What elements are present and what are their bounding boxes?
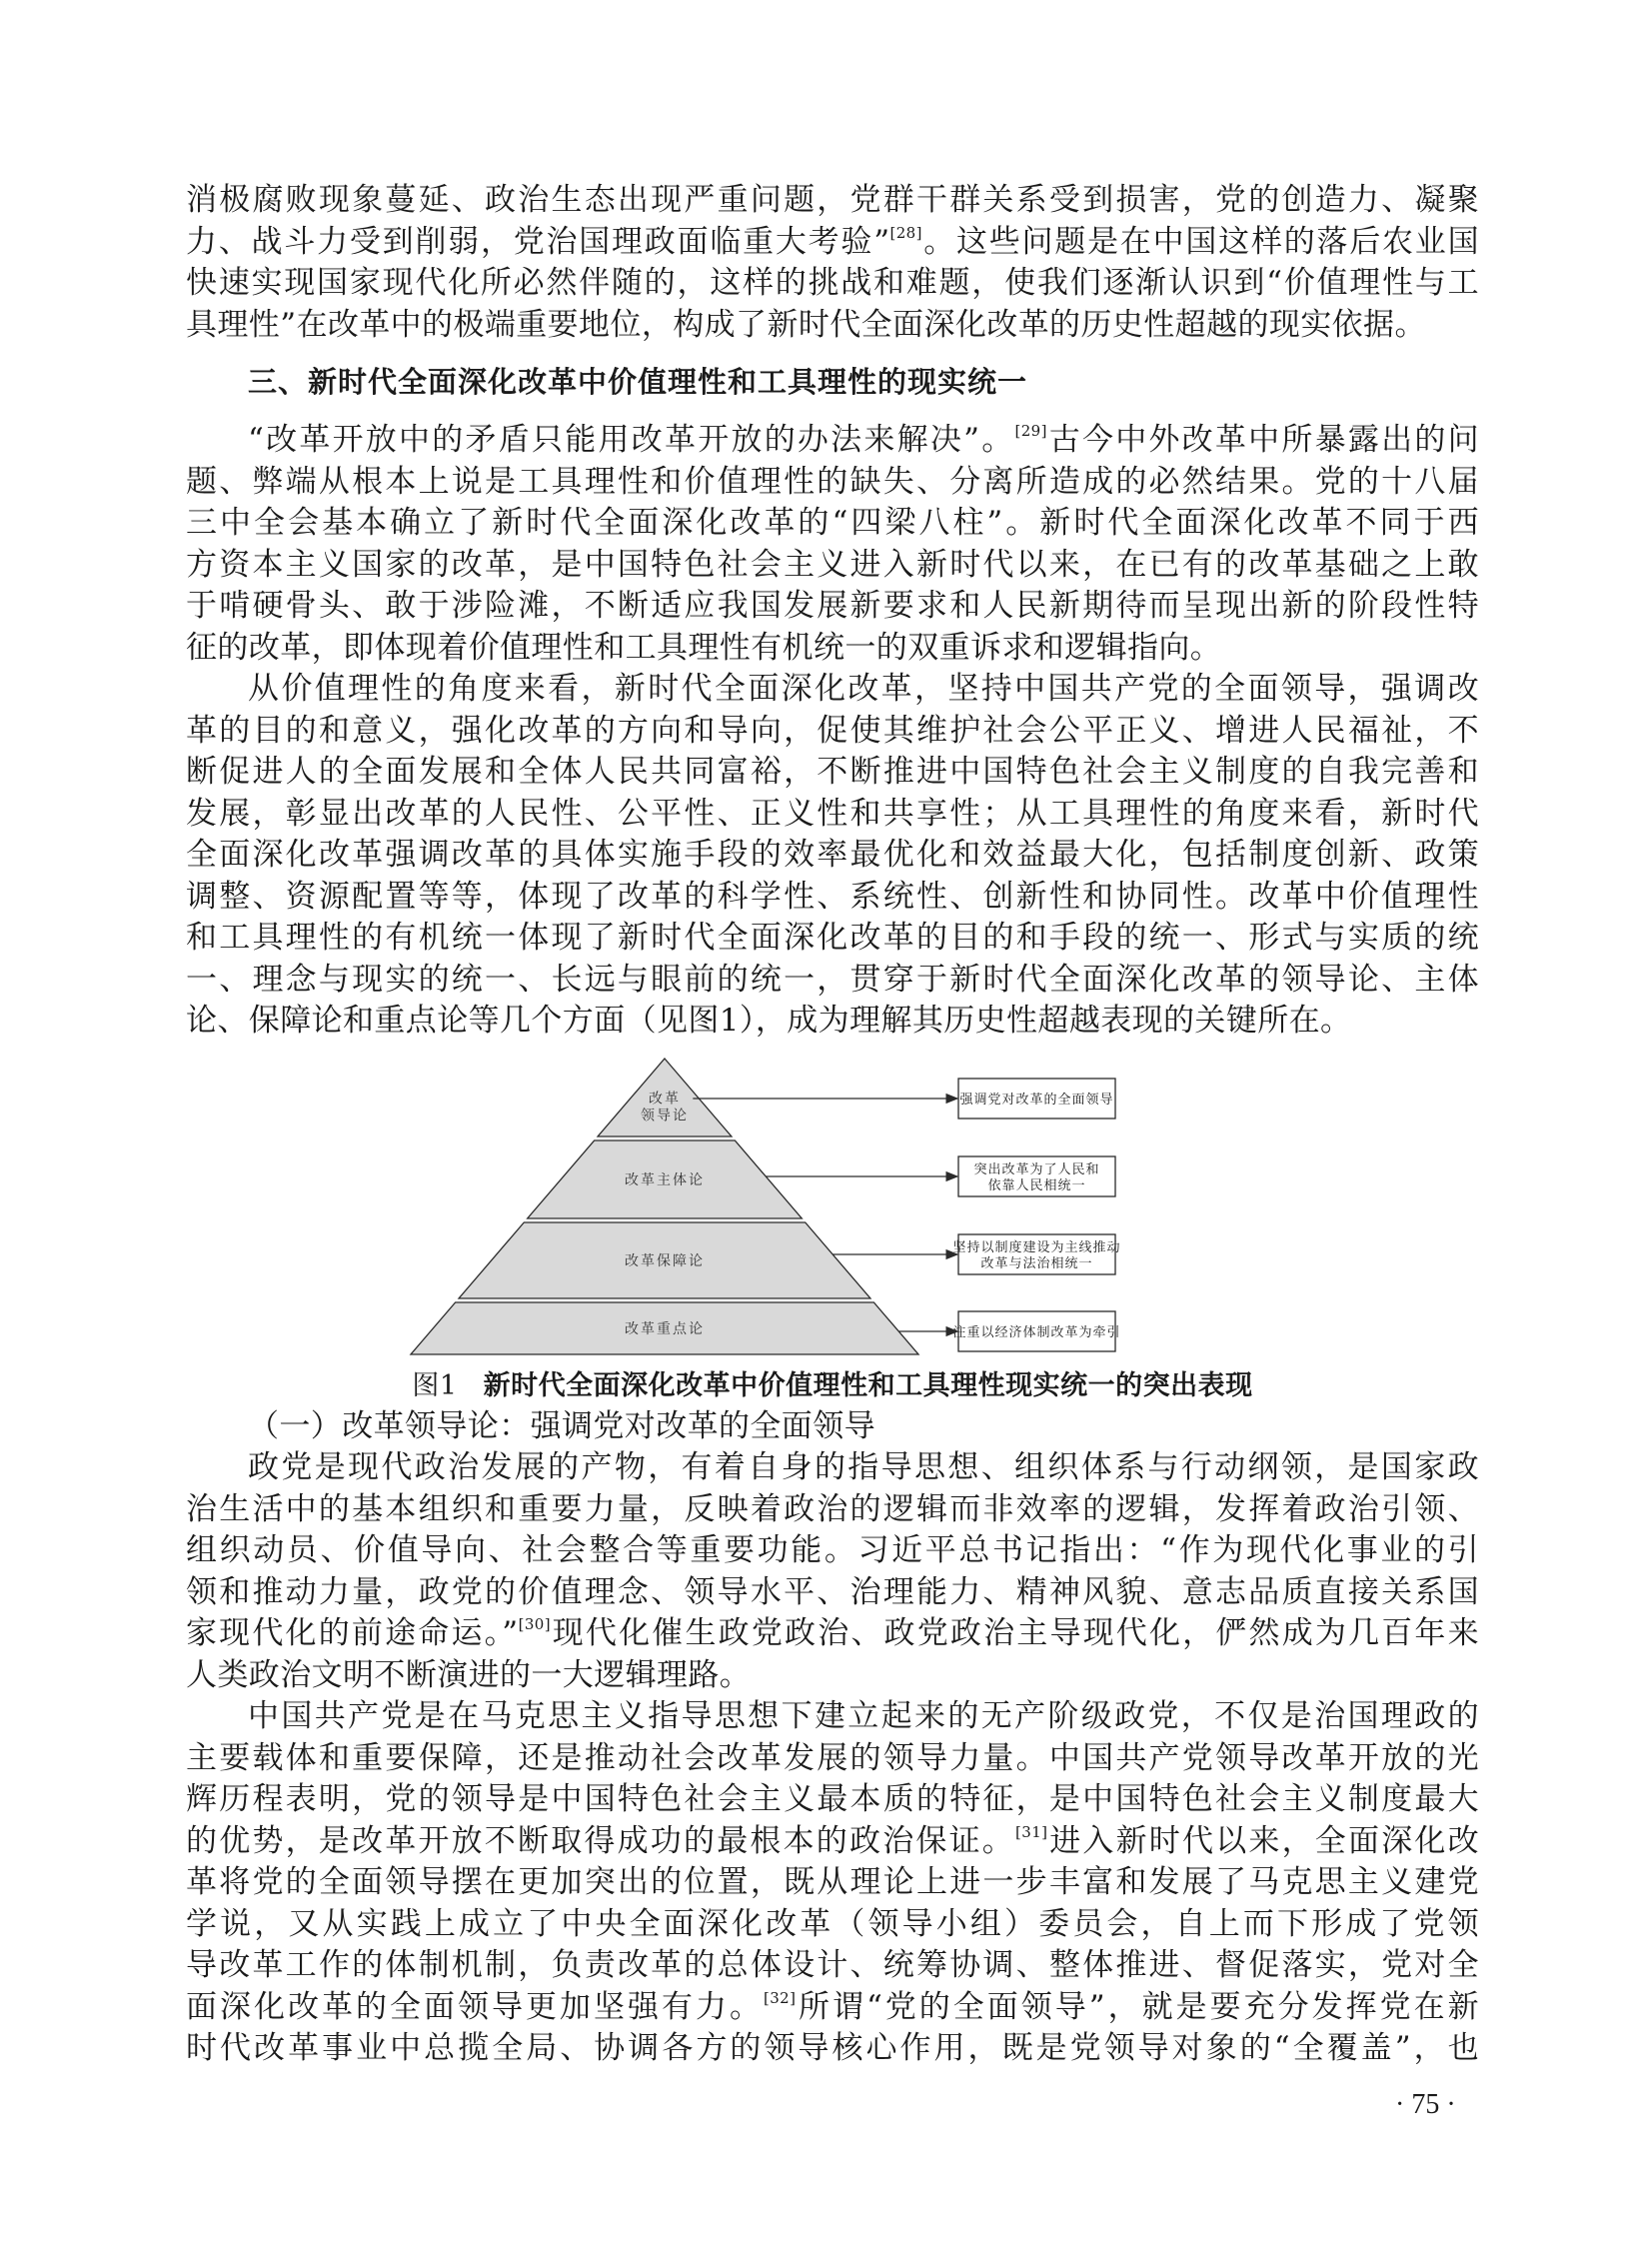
intro-paragraph	[186, 180, 1479, 346]
description-text: 强调党对改革的全面领导	[959, 1092, 1114, 1108]
page-body	[186, 180, 1479, 2070]
pyramid-level-label: 领导论	[641, 1108, 689, 1123]
text-span: “改革开放中的矛盾只能用改革开放的办法来解决”。	[248, 422, 1015, 458]
section-heading: 三、新时代全面深化改革中价值理性和工具理性的现实统一	[248, 365, 1028, 399]
text-line: 断促进人的全面发展和全体人民共同富裕，不断推进中国特色社会主义制度的自我完善和	[186, 754, 1479, 790]
citation-ref: [31]	[1015, 1822, 1048, 1841]
pyramid-level-label: 改革保障论	[625, 1252, 705, 1269]
text-line: 征的改革，即体现着价值理性和工具理性有机统一的双重诉求和逻辑指向。	[186, 629, 1222, 666]
text-span: 力、战斗力受到削弱，党治国理政面临重大考验”	[186, 223, 890, 260]
text-line	[186, 1987, 1479, 2029]
text-line: 中国共产党是在马克思主义指导思想下建立起来的无产阶级政党，不仅是治国理政的	[248, 1698, 1479, 1734]
text-line: 三中全会基本确立了新时代全面深化改革的“四梁八柱”。新时代全面深化改革不同于西	[186, 505, 1479, 541]
text-line: 和工具理性的有机统一体现了新时代全面深化改革的目的和手段的统一、形式与实质的统	[186, 920, 1479, 956]
citation-ref: [30]	[518, 1615, 551, 1633]
text-line: 人类政治文明不断演进的一大逻辑理路。	[186, 1656, 752, 1693]
text-line: 快速实现国家现代化所必然伴随的，这样的挑战和难题，使我们逐渐认识到“价值理性与工	[186, 265, 1479, 301]
text-line: 导改革工作的体制机制，负责改革的总体设计、统筹协调、整体推进、督促落实，党对全	[186, 1947, 1479, 1983]
text-line: 消极腐败现象蔓延、政治生态出现严重问题，党群干群关系受到损害，党的创造力、凝聚	[186, 182, 1479, 218]
text-line: 于啃硬骨头、敢于涉险滩，不断适应我国发展新要求和人民新期待而呈现出新的阶段性特	[186, 588, 1479, 624]
paragraph-1	[186, 420, 1479, 669]
description-text: 改革与法治相统一	[980, 1255, 1093, 1271]
text-span: 现代化催生政党政治、政党政治主导现代化，俨然成为几百年来	[550, 1615, 1480, 1651]
description-text: 依靠人民相统一	[987, 1177, 1086, 1193]
page-number: · 75 ·	[1395, 2089, 1456, 2120]
text-line: 学说，又从实践上成立了中央全面深化改革（领导小组）委员会，自上而下形成了党领	[186, 1905, 1479, 1942]
text-span: 的优势，是改革开放不断取得成功的最根本的政治保证。	[186, 1822, 1015, 1859]
text-line: 全面深化改革强调改革的具体实施手段的效率最优化和效益最大化，包括制度创新、政策	[186, 837, 1479, 873]
description-text: 注重以经济体制改革为牵引	[952, 1324, 1121, 1340]
text-line: 从价值理性的角度来看，新时代全面深化改革，坚持中国共产党的全面领导，强调改	[248, 671, 1479, 707]
paragraph-4	[186, 1696, 1479, 2070]
pyramid-level-label: 改革	[649, 1091, 681, 1107]
text-line	[186, 420, 1479, 462]
text-line: 具理性”在改革中的极端重要地位，构成了新时代全面深化改革的历史性超越的现实依据。	[186, 306, 1426, 343]
text-line: 方资本主义国家的改革，是中国特色社会主义进入新时代以来，在已有的改革基础之上敢	[186, 546, 1479, 583]
text-line: 政党是现代政治发展的产物，有着自身的指导思想、组织体系与行动纲领，是国家政	[248, 1449, 1479, 1485]
text-line: 时代改革事业中总揽全局、协调各方的领导核心作用，既是党领导对象的“全覆盖”，也	[186, 2030, 1479, 2066]
text-line: 治生活中的基本组织和重要力量，反映着政治的逻辑而非效率的逻辑，发挥着政治引领、	[186, 1490, 1479, 1527]
text-line	[186, 1821, 1479, 1863]
text-line	[186, 222, 1479, 264]
text-span: 进入新时代以来，全面深化改	[1047, 1822, 1480, 1859]
text-line: 发展，彰显出改革的人民性、公平性、正义性和共享性；从工具理性的角度来看，新时代	[186, 795, 1479, 832]
text-line: 辉历程表明，党的领导是中国特色社会主义最本质的特征，是中国特色社会主义制度最大	[186, 1781, 1479, 1817]
description-text: 突出改革为了人民和	[973, 1161, 1100, 1177]
text-line: 主要载体和重要保障，还是推动社会改革发展的领导力量。中国共产党领导改革开放的光	[186, 1739, 1479, 1776]
text-span: 古今中外改革中所暴露出的问	[1046, 422, 1479, 458]
description-text: 坚持以制度建设为主线推动	[952, 1239, 1121, 1255]
pyramid-level-label: 改革重点论	[625, 1320, 705, 1337]
citation-ref: [29]	[1014, 422, 1047, 440]
text-line	[186, 1613, 1479, 1655]
text-span: 所谓“党的全面领导”，就是要充分发挥党在新	[796, 1988, 1479, 2025]
citation-ref: [28]	[889, 223, 922, 242]
text-span: 。这些问题是在中国这样的落后农业国	[921, 223, 1479, 260]
text-line: 革的目的和意义，强化改革的方向和导向，促使其维护社会公平正义、增进人民福祉，不	[186, 712, 1479, 749]
text-line: 组织动员、价值导向、社会整合等重要功能。习近平总书记指出：“作为现代化事业的引	[186, 1532, 1479, 1568]
paragraph-2	[186, 669, 1479, 1043]
figure-number: 图1	[412, 1369, 458, 1401]
pyramid-figure	[186, 1055, 1479, 1364]
figure-title: 新时代全面深化改革中价值理性和工具理性现实统一的突出表现	[483, 1369, 1253, 1401]
text-line: 论、保障论和重点论等几个方面（见图1），成为理解其历史性超越表现的关键所在。	[186, 1003, 1352, 1039]
subsection-heading: （一）改革领导论：强调党对改革的全面领导	[248, 1407, 875, 1444]
text-line: 一、理念与现实的统一、长远与眼前的统一，贯穿于新时代全面深化改革的领导论、主体	[186, 961, 1479, 998]
text-span: 面深化改革的全面领导更加坚强有力。	[186, 1988, 764, 2025]
pyramid-level-label: 改革主体论	[625, 1171, 705, 1188]
text-span: 家现代化的前途命运。”	[186, 1615, 519, 1651]
figure-caption	[186, 1366, 1479, 1406]
text-line: 题、弊端从根本上说是工具理性和价值理性的缺失、分离所造成的必然结果。党的十八届	[186, 463, 1479, 500]
text-line: 调整、资源配置等等，体现了改革的科学性、系统性、创新性和协同性。改革中价值理性	[186, 878, 1479, 915]
citation-ref: [32]	[763, 1988, 797, 2007]
text-line: 革将党的全面领导摆在更加突出的位置，既从理论上进一步丰富和发展了马克思主义建党	[186, 1864, 1479, 1900]
text-line: 领和推动力量，政党的价值理念、领导水平、治理能力、精神风貌、意志品质直接关系国	[186, 1573, 1479, 1610]
paragraph-3	[186, 1447, 1479, 1696]
pyramid-diagram	[186, 1055, 1479, 1364]
